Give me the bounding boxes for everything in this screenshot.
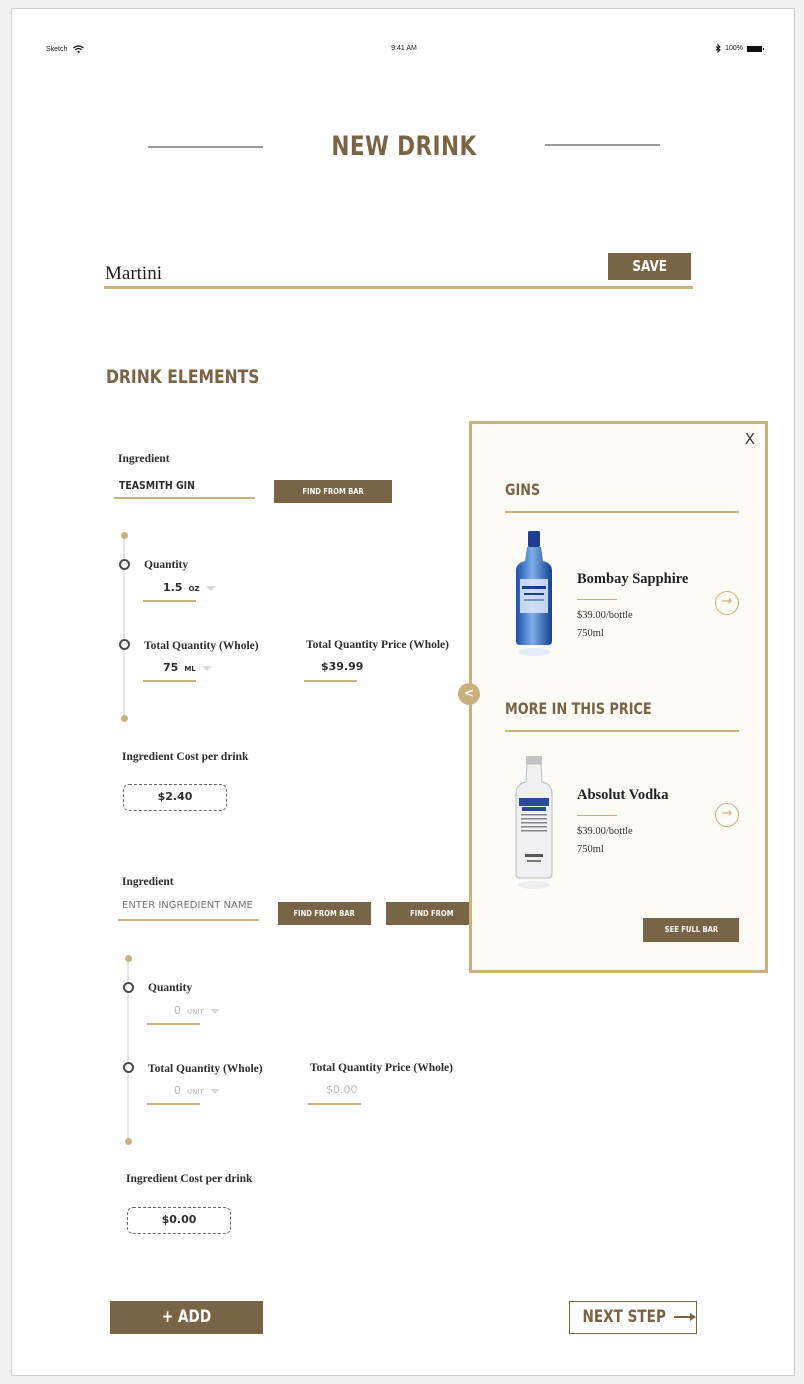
product-divider bbox=[577, 599, 617, 600]
product-price: $39.00/bottle bbox=[577, 610, 633, 621]
find-from-bar-button[interactable]: FIND FROM BAR bbox=[278, 902, 371, 925]
quantity-unit: UNIT bbox=[187, 1008, 204, 1016]
timeline-dot-bottom bbox=[121, 715, 128, 722]
ingredient-underline bbox=[118, 919, 259, 921]
total-quantity-field[interactable] bbox=[174, 1084, 220, 1097]
close-icon[interactable]: X bbox=[744, 430, 755, 448]
find-from-bar-button[interactable]: FIND FROM BAR bbox=[274, 480, 392, 503]
quantity-radio[interactable] bbox=[123, 982, 134, 993]
status-time: 9:41 AM bbox=[391, 45, 417, 52]
quantity-label: Quantity bbox=[148, 982, 193, 994]
quantity-underline bbox=[143, 600, 196, 602]
total-quantity-value: 0 bbox=[174, 1084, 181, 1097]
more-divider bbox=[505, 730, 739, 732]
timeline-dot-top bbox=[125, 955, 132, 962]
tablet-screen bbox=[11, 8, 795, 1376]
ingredient-cost-value: $2.40 bbox=[123, 784, 227, 811]
ingredient-label: Ingredient bbox=[122, 876, 174, 888]
total-quantity-label: Total Quantity (Whole) bbox=[144, 640, 259, 652]
quantity-unit: OZ bbox=[188, 585, 200, 593]
ingredient-underline bbox=[114, 497, 255, 499]
total-quantity-field[interactable] bbox=[163, 661, 212, 674]
suggestion-panel bbox=[469, 421, 768, 973]
page-title: NEW DRINK bbox=[331, 131, 477, 162]
arrow-right-icon[interactable]: → bbox=[715, 591, 739, 615]
timeline-dot-top bbox=[121, 532, 128, 539]
quantity-radio[interactable] bbox=[119, 559, 130, 570]
drink-name-input[interactable] bbox=[105, 259, 585, 289]
quantity-underline bbox=[147, 1023, 200, 1025]
arrow-right-icon[interactable]: → bbox=[715, 803, 739, 827]
carrier-label: Sketch bbox=[46, 45, 68, 53]
total-quantity-radio[interactable] bbox=[119, 639, 130, 650]
find-from-seven-button[interactable]: FIND FROM SEVEN bbox=[386, 902, 486, 925]
total-price-label: Total Quantity Price (Whole) bbox=[310, 1062, 453, 1074]
section-title: DRINK ELEMENTS bbox=[106, 366, 260, 388]
product-price: $39.00/bottle bbox=[577, 826, 633, 837]
ingredient-cost-label: Ingredient Cost per drink bbox=[126, 1173, 253, 1185]
total-quantity-value: 75 bbox=[163, 661, 179, 674]
absolut-vodka-image bbox=[508, 754, 560, 894]
total-quantity-underline bbox=[147, 1103, 200, 1105]
ingredient-cost-value: $0.00 bbox=[127, 1207, 231, 1234]
total-price-underline bbox=[304, 680, 357, 682]
next-step-button[interactable]: NEXT STEP bbox=[569, 1301, 697, 1334]
save-button[interactable]: SAVE bbox=[608, 253, 691, 280]
arrow-right-icon bbox=[674, 1316, 694, 1318]
chevron-left-icon[interactable]: < bbox=[458, 683, 480, 705]
total-quantity-label: Total Quantity (Whole) bbox=[148, 1063, 263, 1075]
chevron-down-icon[interactable] bbox=[206, 586, 216, 591]
battery-icon bbox=[747, 46, 762, 52]
bombay-sapphire-image bbox=[505, 529, 563, 659]
drink-name-underline bbox=[104, 286, 693, 289]
total-quantity-unit: UNIT bbox=[187, 1088, 204, 1096]
chevron-down-icon[interactable] bbox=[202, 666, 212, 671]
total-quantity-underline bbox=[143, 680, 196, 682]
product-name: Absolut Vodka bbox=[577, 787, 669, 803]
gins-heading: GINS bbox=[505, 480, 541, 499]
total-price-underline bbox=[308, 1103, 361, 1105]
ingredient-cost-label: Ingredient Cost per drink bbox=[122, 751, 249, 763]
quantity-field[interactable] bbox=[163, 581, 216, 594]
chevron-down-icon[interactable] bbox=[210, 1009, 220, 1014]
total-price-field[interactable]: $39.99 bbox=[321, 660, 364, 673]
status-right bbox=[715, 44, 762, 53]
total-price-label: Total Quantity Price (Whole) bbox=[306, 639, 449, 651]
product-name: Bombay Sapphire bbox=[577, 571, 689, 587]
chevron-down-icon[interactable] bbox=[210, 1089, 220, 1094]
product-size: 750ml bbox=[577, 628, 604, 639]
more-in-price-heading: MORE IN THIS PRICE bbox=[505, 699, 652, 718]
quantity-value: 1.5 bbox=[163, 581, 183, 594]
bluetooth-icon bbox=[715, 44, 721, 53]
quantity-label: Quantity bbox=[144, 559, 189, 571]
gins-divider bbox=[505, 511, 739, 513]
total-price-field[interactable]: $0.00 bbox=[326, 1083, 358, 1096]
add-ingredient-button[interactable]: + ADD INGREDIENT bbox=[110, 1301, 263, 1334]
total-quantity-radio[interactable] bbox=[123, 1062, 134, 1073]
ingredient-name-input[interactable] bbox=[122, 900, 262, 911]
status-bar bbox=[12, 9, 796, 53]
ingredient-name-field[interactable]: TEASMITH GIN bbox=[119, 479, 195, 492]
total-quantity-unit: ML bbox=[184, 665, 196, 673]
quantity-value: 0 bbox=[174, 1004, 181, 1017]
quantity-field[interactable] bbox=[174, 1004, 220, 1017]
battery-percent: 100% bbox=[725, 45, 743, 52]
see-full-bar-button[interactable]: SEE FULL BAR bbox=[643, 918, 739, 942]
timeline-dot-bottom bbox=[125, 1138, 132, 1145]
product-size: 750ml bbox=[577, 844, 604, 855]
ingredient-label: Ingredient bbox=[118, 453, 170, 465]
product-divider bbox=[577, 815, 617, 816]
